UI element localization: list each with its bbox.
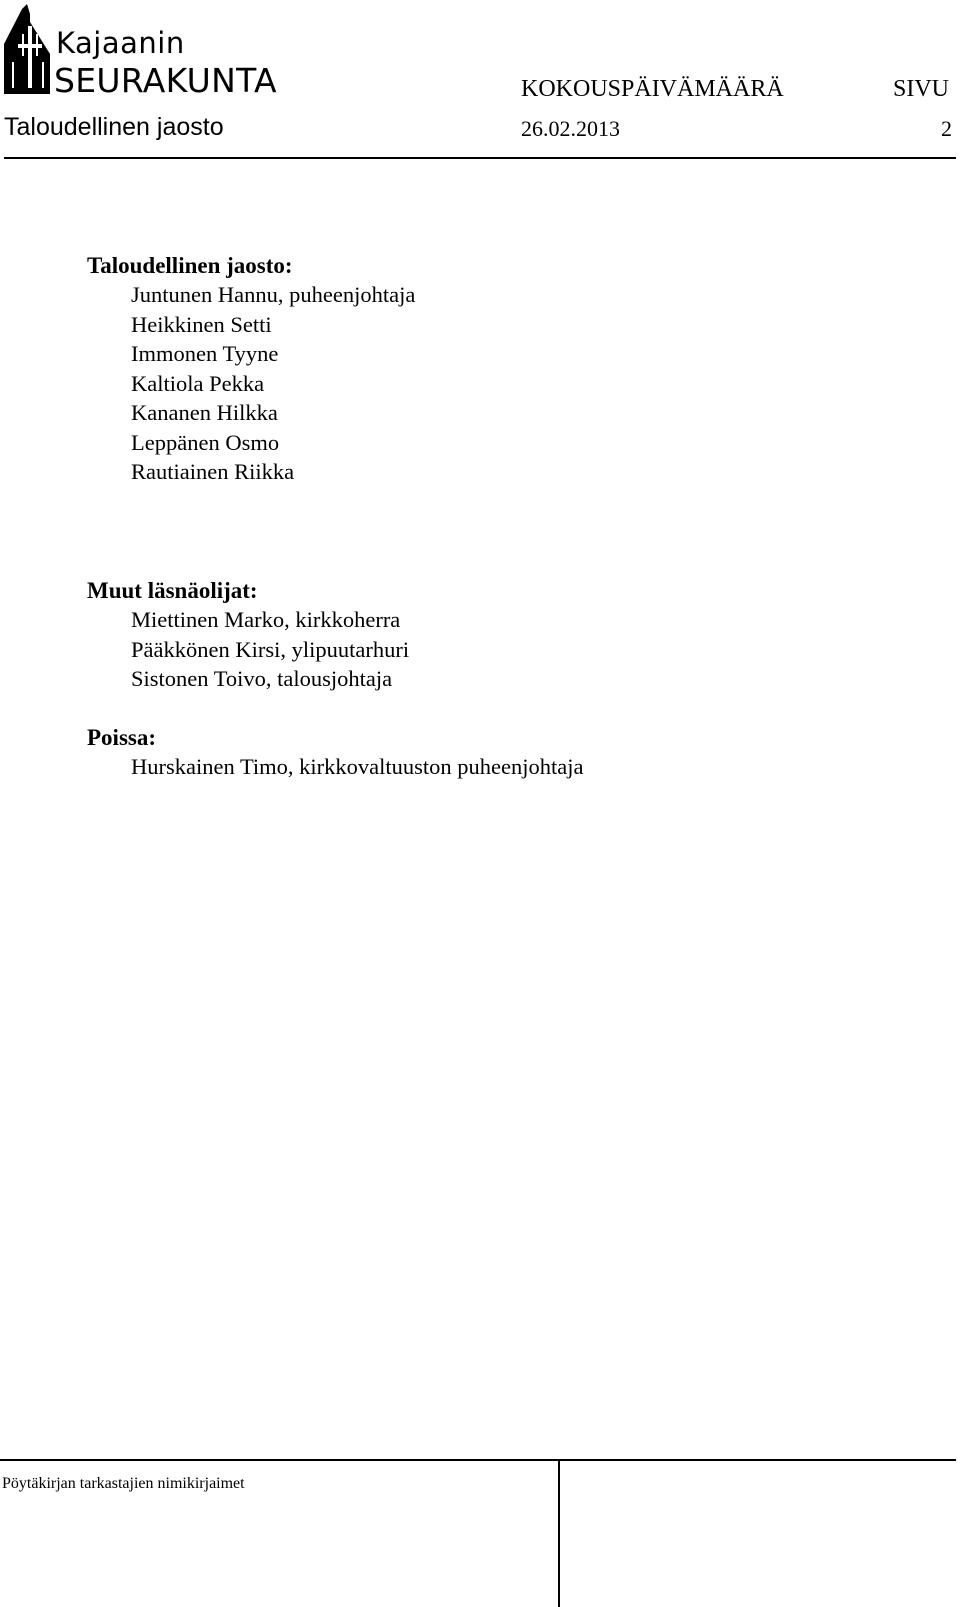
absent-section (87, 723, 583, 782)
header-divider (4, 157, 956, 159)
absent-item: Hurskainen Timo, kirkkovaltuuston puheenjohtaja (131, 754, 584, 779)
member-item: Rautiainen Riikka (131, 459, 295, 484)
footer-divider (0, 1459, 956, 1461)
absent-title: Poissa: (87, 725, 156, 750)
footer-column-divider (558, 1459, 560, 1607)
church-logo-icon (4, 4, 54, 98)
member-item: Heikkinen Setti (131, 311, 272, 337)
page-number: 2 (941, 116, 952, 141)
members-title: Taloudellinen jaosto: (87, 253, 293, 278)
member-item: Leppänen Osmo (131, 429, 280, 455)
members-list (87, 280, 415, 487)
committee-name: Taloudellinen jaosto (4, 113, 224, 141)
members-section (87, 251, 415, 487)
other-attendees-list (87, 605, 409, 694)
attendee-item: Sistonen Toivo, talousjohtaja (131, 666, 393, 691)
attendee-item: Miettinen Marko, kirkkoherra (131, 607, 401, 632)
logo-text-seurakunta: SEURAKUNTA (54, 61, 277, 100)
attendee-item: Pääkkönen Kirsi, ylipuutarhuri (131, 636, 410, 662)
absent-list (87, 752, 583, 782)
page-label: SIVU (893, 76, 950, 102)
member-item: Kaltiola Pekka (131, 370, 265, 396)
member-item: Juntunen Hannu, puheenjohtaja (131, 282, 416, 307)
organization-logo (4, 4, 324, 98)
member-item: Kananen Hilkka (131, 400, 278, 425)
logo-text-kajaanin: Kajaanin (56, 26, 185, 60)
other-attendees-section (87, 576, 409, 694)
meeting-date-label: KOKOUSPÄIVÄMÄÄRÄ (521, 76, 784, 102)
member-item: Immonen Tyyne (131, 341, 279, 366)
other-attendees-title: Muut läsnäolijat: (87, 578, 258, 603)
signature-initials-label: Pöytäkirjan tarkastajien nimikirjaimet (2, 1475, 245, 1492)
meeting-date: 26.02.2013 (521, 116, 620, 141)
